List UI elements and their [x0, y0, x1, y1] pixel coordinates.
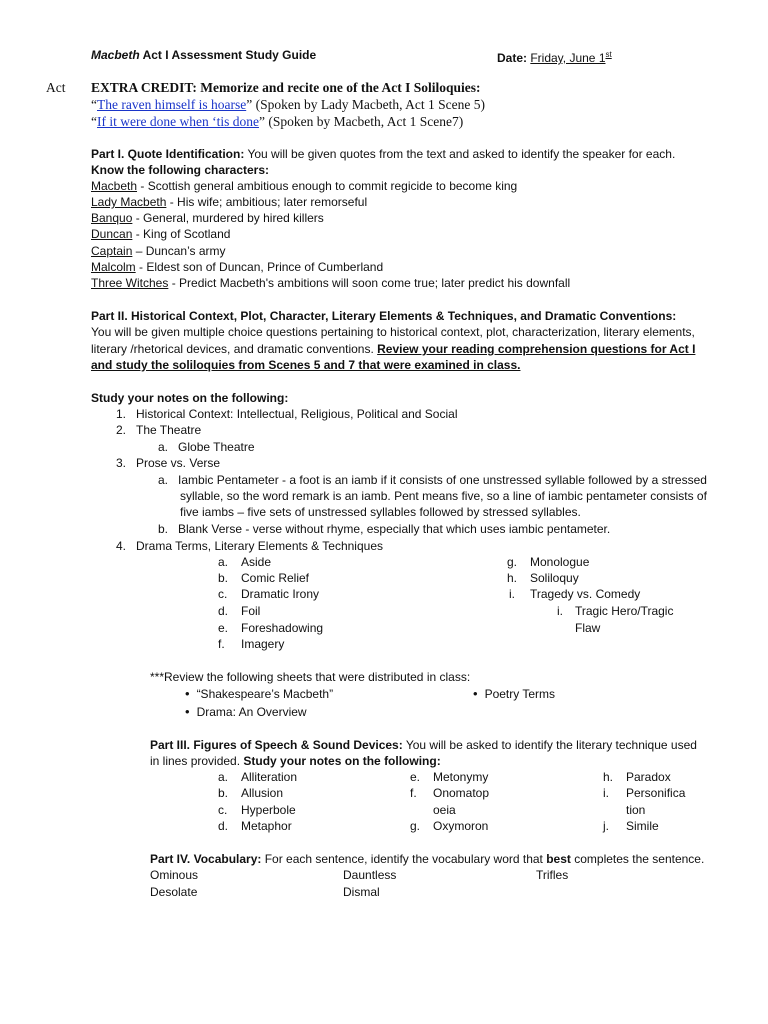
extra-credit-heading: EXTRA CREDIT: Memorize and recite one of the Act I Soliloquies:: [91, 80, 481, 95]
part4-emphasis: best: [546, 852, 571, 866]
term-text: Tragic Hero/Tragic: [575, 604, 674, 618]
device-text: Paradox: [626, 770, 671, 784]
title-text: Act I Assessment Study Guide: [139, 48, 317, 62]
soliloquy-speaker: ” (Spoken by Lady Macbeth, Act 1 Scene 5): [246, 97, 486, 112]
device-item: [410, 818, 489, 834]
device-letter: i.: [603, 786, 609, 800]
device-letter: a.: [218, 770, 229, 784]
device-text: Allusion: [241, 786, 284, 800]
part4-description-end: completes the sentence.: [570, 852, 705, 866]
list-letter: a.: [158, 473, 169, 487]
part3-study-heading: Study your notes on the following:: [243, 754, 441, 768]
term-letter: a.: [218, 555, 229, 569]
character-desc: - His wife; ambitious; later remorseful: [166, 195, 368, 209]
list-item: [112, 538, 383, 554]
character-item: [91, 194, 367, 210]
list-number: 4.: [115, 539, 126, 553]
device-item: [218, 785, 284, 801]
term-item: [218, 554, 272, 570]
list-item: [112, 422, 201, 438]
device-text: Hyperbole: [241, 803, 296, 817]
device-text: Metaphor: [241, 819, 292, 833]
term-item: [218, 570, 310, 586]
soliloquy-link[interactable]: If it were done when ‘tis done: [97, 114, 259, 129]
part1-subheading: Know the following characters:: [91, 163, 270, 177]
list-text: Iambic Pentameter - a foot is an iamb if it consists of one unstressed syllable followed by a stressed: [178, 473, 707, 487]
list-text: Blank Verse - verse without rhyme, especially that which uses iambic pentameter.: [178, 522, 611, 536]
list-number: 2.: [115, 423, 126, 437]
part3-intro: [150, 737, 697, 753]
device-item: [603, 785, 686, 801]
term-letter: d.: [218, 604, 229, 618]
part2-heading: Part II. Historical Context, Plot, Character, Literary Elements & Techniques, and Dramatic Conventions:: [91, 309, 677, 323]
term-text: Soliloquy: [530, 571, 579, 585]
character-name: Duncan: [91, 227, 133, 241]
part4-heading: Part IV. Vocabulary:: [150, 852, 262, 866]
list-text-cont: five iambs – five sets of unstressed syllables followed by stressed syllables.: [180, 505, 581, 519]
character-item: [91, 243, 226, 259]
character-desc: – Duncan’s army: [132, 244, 226, 258]
list-item: [112, 455, 220, 471]
part4-intro: [150, 851, 704, 867]
character-name: Three Witches: [91, 276, 169, 290]
character-name: Lady Macbeth: [91, 195, 167, 209]
list-text: Drama Terms, Literary Elements & Techniques: [136, 539, 383, 553]
term-item: [218, 586, 320, 602]
term-text: Foreshadowing: [241, 621, 324, 635]
date-label: Date:: [497, 51, 531, 65]
character-desc: - King of Scotland: [132, 227, 231, 241]
term-item: [509, 586, 641, 602]
device-item: [218, 802, 296, 818]
character-desc: - Scottish general ambitious enough to commit regicide to become king: [137, 179, 518, 193]
character-item: [91, 259, 383, 275]
part2-desc-line: [91, 341, 695, 357]
soliloquy-item: [91, 114, 463, 130]
character-name: Captain: [91, 244, 133, 258]
date-line: [497, 47, 612, 66]
device-text: Oxymoron: [433, 819, 489, 833]
part3-heading: Part III. Figures of Speech & Sound Devices:: [150, 738, 403, 752]
term-letter: h.: [507, 571, 518, 585]
part4-description: For each sentence, identify the vocabulary word that: [261, 852, 547, 866]
term-item: [507, 554, 590, 570]
soliloquy-item: [91, 97, 485, 113]
soliloquy-link[interactable]: The raven himself is hoarse: [97, 97, 247, 112]
sheet-item: • Poetry Terms: [473, 686, 555, 702]
part3-description: in lines provided.: [150, 754, 244, 768]
term-text: Aside: [241, 555, 272, 569]
sheet-item: • Drama: An Overview: [185, 704, 307, 720]
vocab-word: Trifles: [536, 868, 569, 882]
term-text: Tragedy vs. Comedy: [530, 587, 641, 601]
part1-intro: [91, 146, 675, 162]
list-text: Globe Theatre: [178, 440, 255, 454]
vocab-word: Desolate: [150, 885, 198, 899]
list-text: The Theatre: [136, 423, 202, 437]
device-letter: g.: [410, 819, 421, 833]
term-text: Comic Relief: [241, 571, 310, 585]
margin-label: Act: [46, 80, 66, 95]
term-letter: f.: [218, 637, 225, 651]
character-desc: - General, murdered by hired killers: [132, 211, 324, 225]
device-item: [410, 785, 490, 801]
term-text: Imagery: [241, 637, 285, 651]
device-text-cont: oeia: [433, 803, 456, 817]
list-subitem: [158, 521, 610, 537]
term-letter: i.: [509, 587, 515, 601]
term-letter: c.: [218, 587, 228, 601]
device-letter: f.: [410, 786, 417, 800]
title-play-name: Macbeth: [91, 48, 140, 62]
device-letter: h.: [603, 770, 614, 784]
part3-description: You will be asked to identify the literary technique used: [402, 738, 697, 752]
vocab-word: Dauntless: [343, 868, 397, 882]
part2-review-instruction-cont: and study the soliloquies from Scenes 5 and 7 that were examined in class.: [91, 358, 521, 372]
device-text: Simile: [626, 819, 659, 833]
term-roman: i.: [557, 604, 563, 618]
vocab-word: Dismal: [343, 885, 380, 899]
vocab-word: Ominous: [150, 868, 199, 882]
device-text-cont: tion: [626, 803, 646, 817]
part2-desc-text: literary /rhetorical devices, and dramatic conventions.: [91, 342, 378, 356]
list-letter: a.: [158, 440, 169, 454]
list-number: 3.: [115, 456, 126, 470]
character-name: Banquo: [91, 211, 133, 225]
term-letter: b.: [218, 571, 229, 585]
device-letter: e.: [410, 770, 421, 784]
list-subitem: [158, 439, 255, 455]
character-desc: - Predict Macbeth's ambitions will soon come true; later predict his downfall: [168, 276, 571, 290]
character-item: [91, 210, 324, 226]
study-heading: Study your notes on the following:: [91, 391, 289, 405]
term-letter: g.: [507, 555, 518, 569]
list-text: Prose vs. Verse: [136, 456, 221, 470]
part2-desc-line: You will be given multiple choice questions pertaining to historical context, plot, characterization, literary elements,: [91, 325, 695, 339]
term-text: Foil: [241, 604, 261, 618]
device-letter: c.: [218, 803, 228, 817]
list-number: 1.: [115, 407, 126, 421]
open-quote: “: [91, 97, 97, 112]
device-text: Alliteration: [241, 770, 298, 784]
device-item: [603, 769, 671, 785]
device-text: Onomatop: [433, 786, 490, 800]
open-quote: “: [91, 114, 97, 129]
device-letter: b.: [218, 786, 229, 800]
character-item: [91, 275, 570, 291]
character-item: [91, 226, 230, 242]
device-item: [603, 818, 659, 834]
term-subitem: [557, 603, 674, 619]
list-letter: b.: [158, 522, 169, 536]
device-item: [218, 818, 292, 834]
term-text: Dramatic Irony: [241, 587, 320, 601]
term-item: [218, 636, 285, 652]
device-text: Personifica: [626, 786, 686, 800]
list-item: [112, 406, 458, 422]
part1-heading: Part I. Quote Identification:: [91, 147, 245, 161]
part1-description: You will be given quotes from the text and asked to identify the speaker for each.: [244, 147, 676, 161]
part2-review-instruction: Review your reading comprehension questions for Act I: [377, 342, 696, 356]
list-text: Historical Context: Intellectual, Religious, Political and Social: [136, 407, 458, 421]
character-name: Macbeth: [91, 179, 138, 193]
document-title: [91, 47, 316, 63]
term-item: [218, 603, 261, 619]
list-subitem: [158, 472, 707, 488]
device-text: Metonymy: [433, 770, 489, 784]
soliloquy-speaker: ” (Spoken by Macbeth, Act 1 Scene7): [258, 114, 464, 129]
date-suffix: st: [605, 50, 612, 59]
review-note: ***Review the following sheets that were distributed in class:: [150, 670, 471, 684]
part3-intro-line2: [150, 753, 441, 769]
device-item: [218, 769, 298, 785]
list-text-cont: syllable, so the word remark is an iamb. Pent means five, so a line of iambic pentameter consists of: [180, 489, 707, 503]
character-name: Malcolm: [91, 260, 136, 274]
date-value: Friday, June 1: [530, 51, 606, 65]
character-item: [91, 178, 517, 194]
term-text: Monologue: [530, 555, 590, 569]
term-text-cont: Flaw: [575, 621, 601, 635]
term-item: [218, 620, 324, 636]
term-letter: e.: [218, 621, 229, 635]
character-desc: - Eldest son of Duncan, Prince of Cumberland: [135, 260, 384, 274]
device-letter: j.: [603, 819, 609, 833]
sheet-item: • “Shakespeare’s Macbeth”: [185, 686, 333, 702]
device-item: [410, 769, 489, 785]
device-letter: d.: [218, 819, 229, 833]
term-item: [507, 570, 579, 586]
